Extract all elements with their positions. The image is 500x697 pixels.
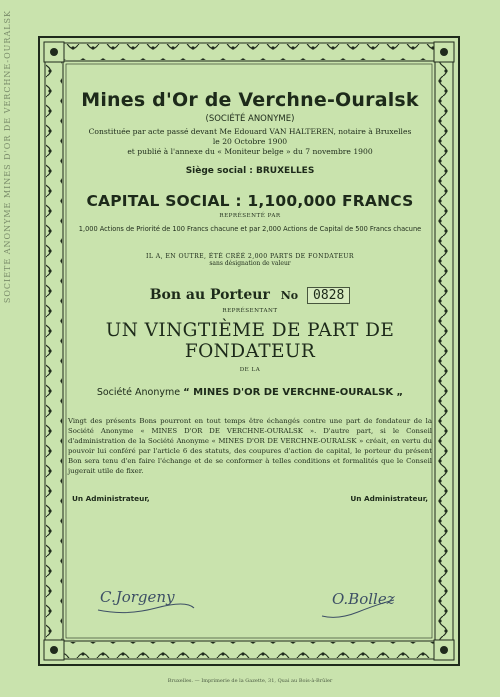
serial-number: 0828 [307,287,350,304]
bearer-label: Bon au Porteur [149,287,270,303]
founder-parts-value-note: sans désignation de valeur [209,260,291,267]
side-watermark-text: SOCIÉTÉ ANONYME MINES D'OR DE VERCHNE-OURALSK [3,10,12,304]
de-la-label: DE LA [239,367,261,373]
constitution-line-2: le 20 Octobre 1900 [212,137,288,146]
printer-footer: Bruxelles. — Imprimerie de la Gazette, 31, Quai au Bois-à-Brûler [167,678,333,684]
representant-label: REPRÉSENTANT [222,308,278,314]
number-prefix: No [280,289,299,302]
founder-parts-note: IL A, EN OUTRE, ÉTÉ CRÉÉ 2,000 PARTS DE FONDATEUR [146,253,354,260]
admin-left-label: Un Administrateur, [72,494,150,503]
signature-right: O.Bollez [332,590,395,608]
exchange-terms-paragraph: Vingt des présents Bons pourront en tout temps être échangés contre une part de fondateur de la Société Anonyme « MINES D'OR DE VERCHNE-OURALSK ». D'autre part, si le Conseil d'administration de la Société Anonyme « MINES D'OR DE VERCHNE-OURALSK » créait, en vertu du pouvoir lui conféré par l'article 6 des statuts, des coupures d'action de capital, le porteur du présent Bon sera tenu d'en faire l'échange et de se conformer à telles conditions et formalités que le Conseil jugerait utile de fixer. [68,417,432,475]
constitution-line-3: et publié à l'annexe du « Moniteur belge » du 7 novembre 1900 [127,147,373,156]
registered-office: Siège social : BRUXELLES [185,166,315,176]
signature-left-flourish [96,602,196,616]
company-reference-prefix: Société Anonyme [96,387,181,398]
company-title: Mines d'Or de Verchne-Ouralsk [81,89,419,111]
company-reference-name: “ MINES D'OR DE VERCHNE-OURALSK „ [183,387,404,398]
company-form: (SOCIÉTÉ ANONYME) [205,114,295,124]
fraction-heading: UN VINGTIÈME DE PART DE FONDATEUR [105,320,395,362]
signature-left: C.Jorgeny [100,588,175,606]
constitution-line-1: Constituée par acte passé devant Me Edouard VAN HALTEREN, notaire à Bruxelles [88,127,412,136]
signature-right-flourish [318,596,398,622]
capital-heading: CAPITAL SOCIAL : 1,100,000 FRANCS [86,192,414,210]
certificate-body [66,64,434,638]
signature-labels [66,494,434,503]
actions-description: 1,000 Actions de Priorité de 100 Francs chacune et par 2,000 Actions de Capital de 500 Francs chacune [78,225,422,233]
company-reference [66,387,434,398]
represented-by-label: REPRÉSENTÉ PAR [219,213,281,219]
bearer-row [66,287,434,304]
admin-right-label: Un Administrateur, [350,494,428,503]
